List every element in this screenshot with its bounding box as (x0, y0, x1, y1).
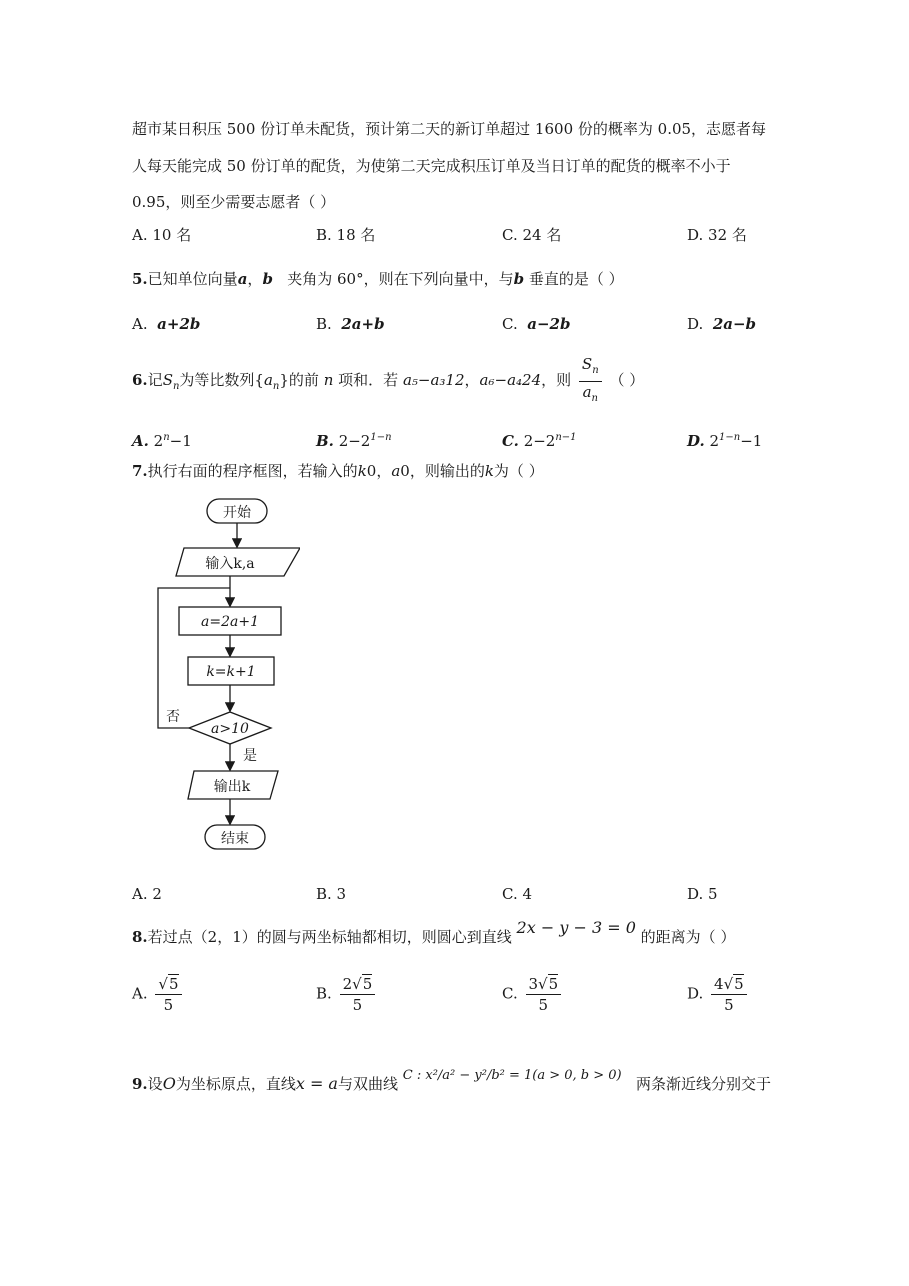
q6-option-c: C. $2-2^{n-1}$ (502, 432, 577, 450)
q4-option-c: C. 24 名 (502, 226, 562, 244)
q7-number: 7. (132, 462, 148, 480)
q4-option-a: A. 10 名 (132, 226, 192, 244)
q6-option-b: B. $2-2^{1-n}$ (316, 432, 392, 450)
q5-option-c: C. a−2b (502, 315, 571, 333)
q4-option-d: D. 32 名 (687, 226, 747, 244)
q6-stem: 6.记$S_n$为等比数列$\{a_n\}$的前 n 项和．若 a₅−a₃12，a₆−a₄24，则 $\frac{S_n}{a_n}$ （ ） (132, 348, 644, 419)
q7-option-a: A. 2 (132, 885, 162, 903)
flow-step1-label: a=2a+1 (201, 614, 259, 630)
flowchart (150, 492, 300, 856)
q6-option-a: A. $2^n-1$ (132, 432, 192, 450)
q6-condition-2: a₆−a₄24 (479, 371, 542, 389)
q4-line-2: 人每天能完成 50 份订单的配货，为使第二天完成积压订单及当日订单的配货的概率不小于 (132, 157, 731, 175)
q6-condition-1: a₅−a₃12 (402, 371, 465, 389)
flow-decision-label: a>10 (211, 721, 249, 737)
q7-option-b: B. 3 (316, 885, 347, 903)
flow-end-label: 结束 (221, 831, 249, 847)
flow-no-label: 否 (166, 709, 180, 725)
q7-option-c: C. 4 (502, 885, 533, 903)
q5-option-a: A. a+2b (132, 315, 201, 333)
flow-output-label: 输出k (213, 779, 251, 795)
q5-stem: 5.已知单位向量a，b 夹角为 60°，则在下列向量中，与b 垂直的是（ ） (132, 270, 624, 288)
q6-number: 6. (132, 371, 148, 389)
flow-input-label: 输入k,a (205, 556, 255, 572)
flow-step2-label: k=k+1 (206, 664, 256, 680)
q6-option-d: D. $2^{1-n}-1$ (687, 432, 763, 450)
q4-option-b: B. 18 名 (316, 226, 376, 244)
q9-stem: 9.设O为坐标原点，直线x = a与双曲线 C : x²/a² − y²/b² = 1(a > 0, b > 0) 两条渐近线分别交于 (132, 1068, 771, 1093)
q4-line-1: 超市某日积压 500 份订单未配货，预计第二天的新订单超过 1600 份的概率为 0.05，志愿者每 (132, 120, 767, 138)
q5-number: 5. (132, 270, 148, 288)
q5-option-b: B. 2a+b (316, 315, 385, 333)
q8-line-equation: 2x − y − 3 = 0 (516, 918, 636, 937)
q9-number: 9. (132, 1075, 148, 1093)
q7-stem: 7.执行右面的程序框图，若输入的k0，a0，则输出的k为（ ） (132, 462, 544, 480)
q7-option-d: D. 5 (687, 885, 718, 903)
q9-hyperbola-equation: C : x²/a² − y²/b² = 1(a > 0, b > 0) (402, 1068, 622, 1083)
flow-start-label: 开始 (223, 505, 251, 521)
q8-option-d: D. $\frac{4√5}{5}$ (687, 974, 750, 1015)
q8-option-b: B. $\frac{2√5}{5}$ (316, 974, 378, 1015)
q8-option-a: A. $\frac{√5}{5}$ (132, 974, 185, 1015)
q8-option-c: C. $\frac{3√5}{5}$ (502, 974, 564, 1015)
flow-yes-label: 是 (243, 748, 257, 764)
q5-option-d: D. 2a−b (687, 315, 757, 333)
q8-number: 8. (132, 928, 148, 946)
q6-fraction: $\frac{S_n}{a_n}$ (579, 354, 602, 409)
q8-stem: 8.若过点（2，1）的圆与两坐标轴都相切，则圆心到直线 2x − y − 3 = 0 的距离为（ ） (132, 918, 736, 946)
q4-line-3: 0.95，则至少需要志愿者（ ） (132, 193, 336, 211)
